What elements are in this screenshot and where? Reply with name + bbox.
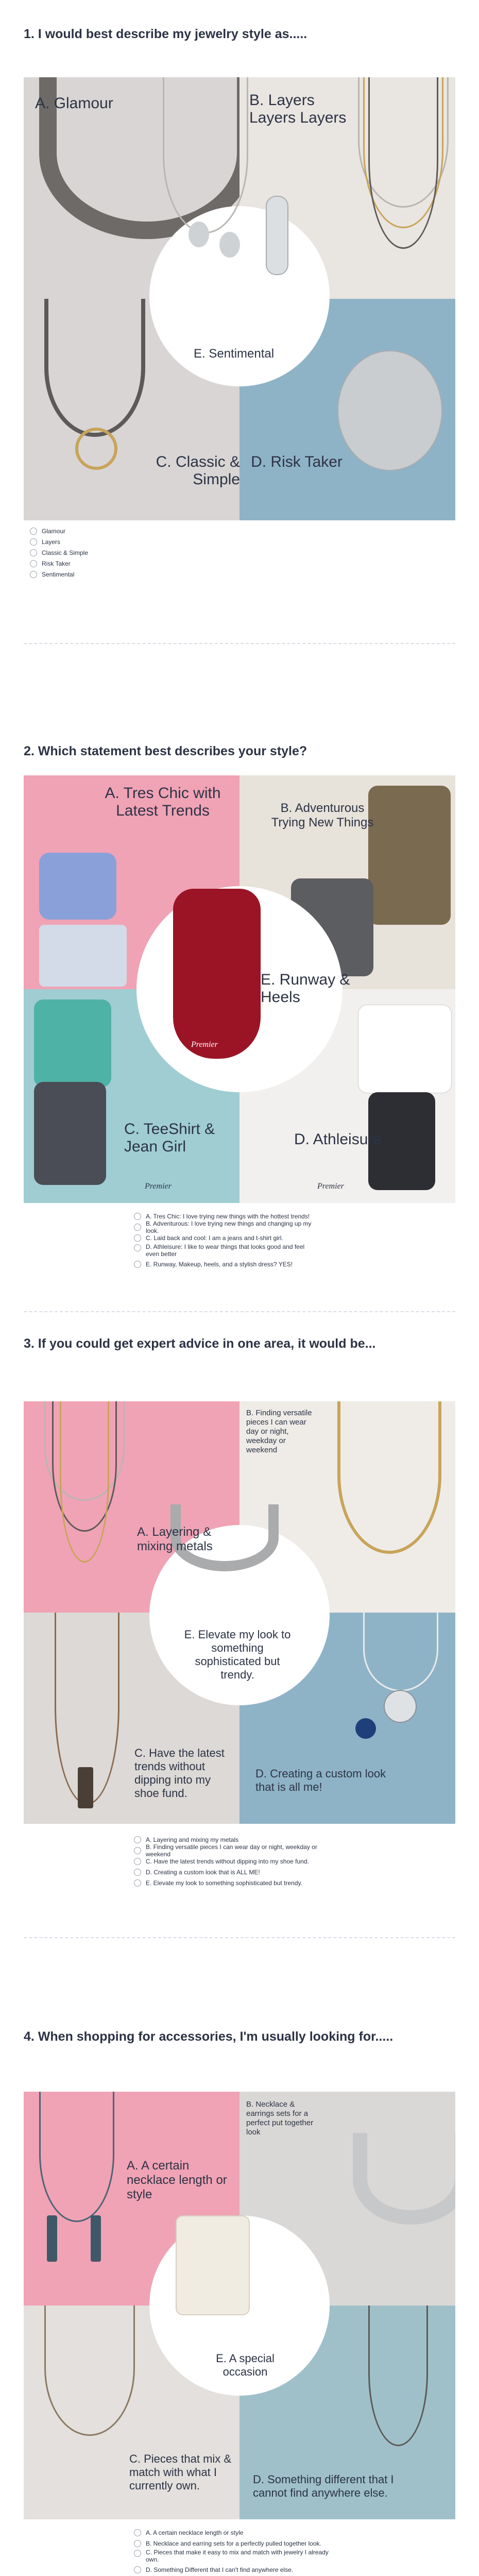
option-label: B. Finding versatile pieces I can wear day or night, weekday or weekend [146, 1843, 317, 1858]
label-e: E. A special occasion [216, 2352, 275, 2378]
pendant-illustration [75, 428, 117, 470]
radio-button[interactable] [134, 1234, 141, 1242]
separator [24, 1311, 455, 1313]
bracelet-illustration [176, 2215, 250, 2315]
option-label: E. Runway, Makeup, heels, and a stylish dress? YES! [146, 1260, 293, 1268]
pendant-illustration [337, 350, 442, 471]
separator [24, 1937, 455, 1939]
label-d: D. Creating a custom look that is all me! [255, 1767, 386, 1793]
option-label: Glamour [42, 527, 66, 535]
necklace-illustration [353, 2133, 455, 2225]
label-b: B. Layers Layers Layers [249, 92, 347, 126]
separator [24, 643, 455, 645]
option-label: D. Something Different that I can't find anywhere else. [146, 2566, 294, 2573]
charm-illustration [384, 1690, 417, 1723]
question-4-title: 4. When shopping for accessories, I'm usually looking for..... [24, 2029, 394, 2044]
option-label: Classic & Simple [42, 549, 89, 556]
label-b: B. Finding versatile pieces I can wear day or night, weekday or weekend [246, 1409, 312, 1454]
question-4-options [134, 2527, 330, 2576]
option[interactable] [134, 2527, 330, 2538]
option-label: B. Adventurous: I love trying new things and changing up my look. [146, 1219, 312, 1234]
option[interactable] [134, 1867, 330, 1877]
option[interactable] [134, 1243, 319, 1259]
necklace-illustration [39, 2092, 114, 2222]
label-c: C. Pieces that mix & match with what I currently own. [129, 2452, 232, 2492]
radio-button[interactable] [134, 1858, 141, 1865]
question-1-options [30, 526, 88, 580]
label-d: D. Athleisure [294, 1131, 382, 1148]
radio-button[interactable] [134, 1847, 141, 1854]
option-label: C. Laid back and cool: I am a jeans and t-shirt girl. [146, 1234, 283, 1242]
radio-button[interactable] [134, 1224, 141, 1231]
necklace-illustration [368, 77, 438, 249]
label-b: B. Necklace & earrings sets for a perfect put together look [246, 2100, 314, 2137]
radio-button[interactable] [134, 1836, 141, 1843]
brand-logo: Premier [317, 1182, 344, 1191]
question-3-image [24, 1401, 455, 1824]
charm-illustration [355, 1718, 376, 1739]
question-1-title: 1. I would best describe my jewelry style as..... [24, 27, 307, 41]
radio-button[interactable] [134, 1261, 141, 1268]
label-c: C. Classic & Simple [156, 453, 240, 488]
radio-button[interactable] [134, 2550, 141, 2557]
label-a: A. Glamour [35, 95, 113, 112]
necklace-illustration [363, 1613, 438, 1691]
radio-button[interactable] [134, 1869, 141, 1876]
brand-logo: Premier [145, 1182, 172, 1191]
option-label: Risk Taker [42, 560, 71, 567]
necklace-illustration [337, 1401, 441, 1554]
label-a: A. Tres Chic with Latest Trends [105, 785, 221, 819]
option[interactable] [134, 2549, 330, 2564]
option[interactable] [134, 2538, 330, 2549]
brand-logo: Premier [191, 1040, 218, 1049]
radio-button[interactable] [30, 560, 37, 567]
necklace-illustration [44, 2306, 135, 2436]
label-d: D. Risk Taker [251, 453, 343, 470]
jeans-illustration [39, 925, 127, 987]
necklace-illustration [368, 2306, 428, 2446]
radio-button[interactable] [30, 528, 37, 535]
option-label: A. Layering and mixing my metals [146, 1836, 239, 1843]
option[interactable] [30, 547, 88, 558]
question-3-title: 3. If you could get expert advice in one area, it would be... [24, 1336, 376, 1351]
option-label: B. Necklace and earring sets for a perfectly pulled together look. [146, 2539, 321, 2547]
label-e: E. Sentimental [194, 347, 275, 361]
radio-button[interactable] [30, 538, 37, 546]
option[interactable] [134, 2564, 330, 2575]
radio-button[interactable] [134, 1244, 141, 1251]
option-label: Sentimental [42, 570, 75, 578]
necklace-illustration [44, 299, 145, 437]
tee-illustration [34, 999, 111, 1087]
radio-button[interactable] [134, 2566, 141, 2573]
option-label: C. Pieces that make it easy to mix and match with jewelry I already own. [146, 2549, 329, 2563]
pendant-illustration [266, 196, 288, 275]
radio-button[interactable] [30, 549, 37, 556]
option-label: A. A certain necklace length or style [146, 2529, 244, 2536]
option-label: C. Have the latest trends without dipping into my shoe fund. [146, 1857, 309, 1865]
label-e: E. Elevate my look to something sophisticated but trendy. [184, 1628, 291, 1681]
option-label: E. Elevate my look to something sophisticated but trendy. [146, 1879, 302, 1887]
option[interactable] [134, 1845, 330, 1856]
radio-button[interactable] [134, 2540, 141, 2547]
radio-button[interactable] [134, 1879, 141, 1887]
tassel-illustration [47, 2215, 57, 2262]
option[interactable] [134, 1877, 330, 1888]
label-a: A. A certain necklace length or style [127, 2159, 227, 2201]
label-c: C. Have the latest trends without dipping into my shoe fund. [134, 1747, 225, 1800]
tassel-illustration [91, 2215, 101, 2262]
dress-illustration [173, 889, 261, 1059]
question-1-image [24, 77, 455, 520]
option[interactable] [30, 536, 88, 547]
label-e: E. Runway & Heels [261, 971, 350, 1006]
label-a: A. Layering & mixing metals [137, 1525, 213, 1553]
label-b: B. Adventurous Trying New Things [271, 801, 374, 829]
question-3-options [134, 1834, 330, 1888]
label-d: D. Something different that I cannot find anywhere else. [253, 2473, 394, 2499]
option[interactable] [30, 558, 88, 569]
radio-button[interactable] [30, 571, 37, 578]
option[interactable] [30, 526, 88, 536]
option[interactable] [134, 1219, 319, 1234]
radio-button[interactable] [134, 1213, 141, 1220]
jacket-illustration [368, 786, 451, 925]
option-label: D. Creating a custom look that is ALL ME! [146, 1868, 260, 1876]
option-label: D. Athleisure: I like to wear things that looks good and feel even better [146, 1243, 305, 1258]
question-4-image [24, 2092, 455, 2519]
radio-button[interactable] [134, 2529, 141, 2536]
question-2-options [134, 1211, 319, 1269]
pendant-illustration [189, 222, 209, 247]
question-2-title: 2. Which statement best describes your style? [24, 744, 307, 758]
option-label: A. Tres Chic: I love trying new things with the hottest trends! [146, 1212, 310, 1220]
question-2-image [24, 775, 455, 1203]
label-c: C. TeeShirt & Jean Girl [124, 1121, 215, 1155]
tassel-illustration [78, 1767, 93, 1808]
option[interactable] [134, 1856, 330, 1867]
option-label: Layers [42, 538, 61, 546]
option[interactable] [134, 1259, 319, 1269]
necklace-illustration [60, 1401, 109, 1563]
jeans-illustration [34, 1082, 106, 1185]
tee-illustration [358, 1005, 452, 1093]
top-illustration [39, 853, 116, 920]
pendant-illustration [219, 232, 240, 258]
necklace-illustration [163, 77, 248, 233]
option[interactable] [30, 569, 88, 580]
